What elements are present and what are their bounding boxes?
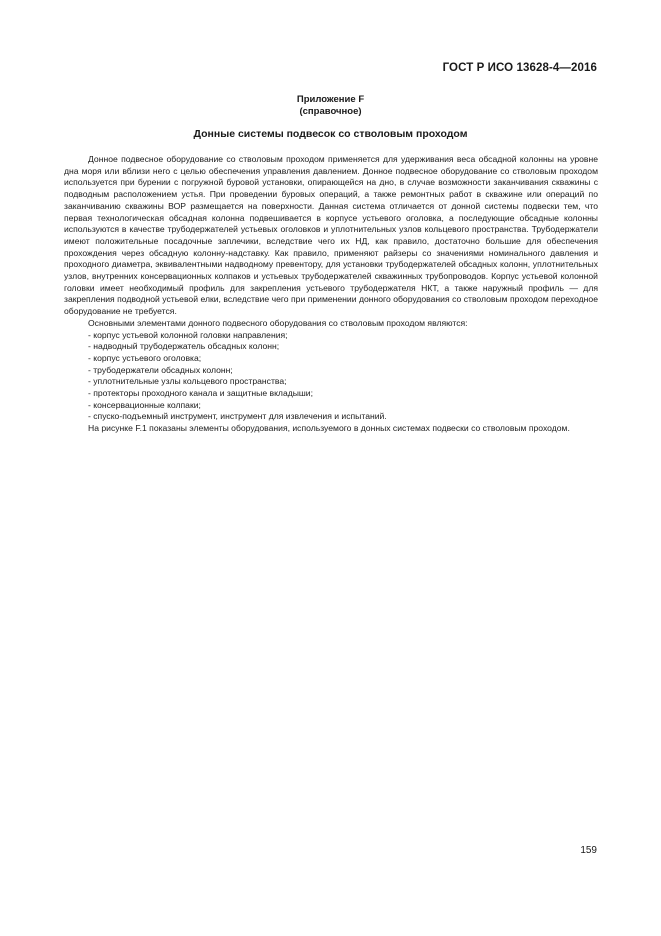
annex-subtitle: (справочное) bbox=[299, 105, 362, 117]
annex-title: Приложение F bbox=[296, 94, 365, 105]
elements-list bbox=[64, 330, 598, 424]
list-item: - надводный трубодержатель обсадных колонн; bbox=[88, 341, 280, 352]
section-title: Донные системы подвесок со стволовым проходом bbox=[193, 128, 468, 140]
closing-paragraph: На рисунке F.1 показаны элементы оборудования, используемого в донных системах подвески со стволовым проходом. bbox=[88, 423, 570, 434]
list-item: - спуско-подъемный инструмент, инструмент для извлечения и испытаний. bbox=[88, 411, 387, 422]
list-item: - консервационные колпаки; bbox=[88, 399, 201, 410]
standard-id: ГОСТ Р ИСО 13628-4—2016 bbox=[442, 62, 597, 74]
list-item: - корпус устьевого оголовка; bbox=[88, 352, 202, 363]
list-intro: Основными элементами донного подвесного оборудования со стволовым проходом являются: bbox=[88, 317, 468, 328]
list-item: - трубодержатели обсадных колонн; bbox=[88, 364, 233, 375]
list-item: - протекторы проходного канала и защитные вкладыши; bbox=[88, 388, 313, 399]
page-number: 159 bbox=[580, 845, 597, 856]
document-body bbox=[64, 154, 598, 435]
annex-heading bbox=[0, 94, 661, 117]
list-item: - корпус устьевой колонной головки направления; bbox=[88, 329, 288, 340]
body-paragraph: Донное подвесное оборудование со стволовым проходом применяется для удерживания веса обсадной колонны на уровне дна моря или вблизи него с целью обеспечения управления давлением. Донное подвесное оборудование со стволовым проходом используется при бурении с погружной буровой установки, опирающейся на дно, в случае возможности заканчивания скважины с подводным расположением устья. При проведении буровых операций, а также ремонтных работ в скважине или операций по заканчиванию скважины ВОР размещается на поверхности. Данная система отличается от донной системы подвески тем, что первая технологическая обсадная колонна подвешивается в корпусе устьевого оголовка, а последующие обсадные колонны используются в качестве трубодержателей устьевых оголовков и уплотнительных узлов кольцевого пространства. Трубодержатели имеют положительные посадочные заплечики, вследствие чего их НД, как правило, достаточно большие для обеспечения прохождения через обсадную колонну-надставку. Как правило, применяют райзеры со значениями номинального давления и проходного диаметра, эквивалентными надводному превентору, для установки трубодержателей обсадных колонн, уплотнительных узлов, внутренних консервационных колпаков и устьевых трубодержателей скважинных трубопроводов. Корпус устьевой колонной головки имеет необходимый профиль для закрепления устьевого трубодержателя НКТ, а также наружный профиль — для закрепления подводной устьевой елки, вследствие чего при применении донного оборудования со стволовым проходом переходное оборудование не требуется. bbox=[64, 154, 598, 317]
list-item: - уплотнительные узлы кольцевого пространства; bbox=[88, 376, 287, 387]
